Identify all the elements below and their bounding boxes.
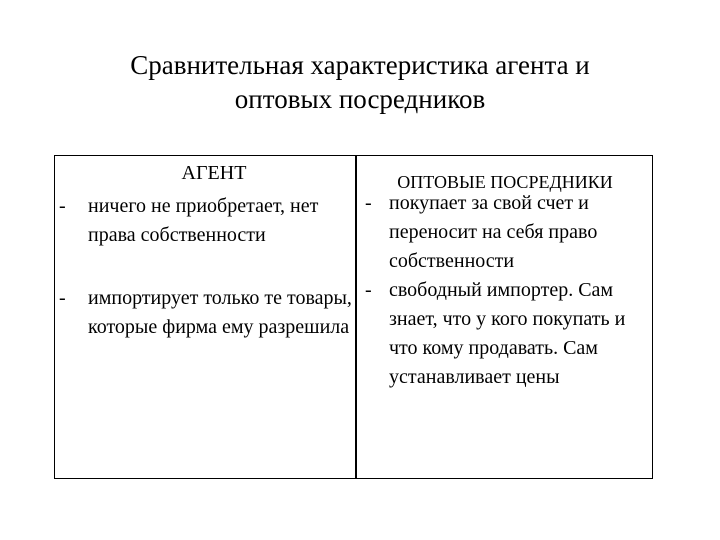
slide-title bbox=[60, 48, 660, 116]
wholesale-item-text: покупает за свой счет и переносит на себя право собственности bbox=[389, 192, 598, 272]
dash-bullet: - bbox=[365, 279, 372, 301]
agent-list-item bbox=[55, 284, 353, 342]
comparison-table bbox=[54, 155, 653, 479]
agent-item-text: ничего не приобретает, нет права собственности bbox=[88, 195, 319, 246]
wholesale-list bbox=[357, 189, 653, 392]
title-line-1: Сравнительная характеристика агента и bbox=[130, 50, 590, 80]
dash-bullet: - bbox=[59, 287, 66, 309]
agent-column bbox=[55, 156, 353, 342]
agent-column-header: АГЕНТ bbox=[181, 162, 247, 184]
wholesale-list-item bbox=[357, 189, 653, 276]
wholesale-column bbox=[357, 156, 653, 392]
agent-list-item bbox=[55, 192, 353, 250]
agent-list bbox=[55, 192, 353, 342]
title-line-2: оптовых посредников bbox=[234, 84, 486, 114]
wholesale-item-text: свободный импортер. Сам знает, что у кого покупать и что кому продавать. Сам устанавливает цены bbox=[389, 279, 626, 388]
wholesale-column-header: ОПТОВЫЕ ПОСРЕДНИКИ bbox=[397, 172, 613, 192]
dash-bullet: - bbox=[59, 195, 66, 217]
wholesale-list-item bbox=[357, 276, 653, 392]
dash-bullet: - bbox=[365, 192, 372, 214]
agent-item-text: импортирует только те товары, которые фирма ему разрешила bbox=[88, 287, 352, 338]
